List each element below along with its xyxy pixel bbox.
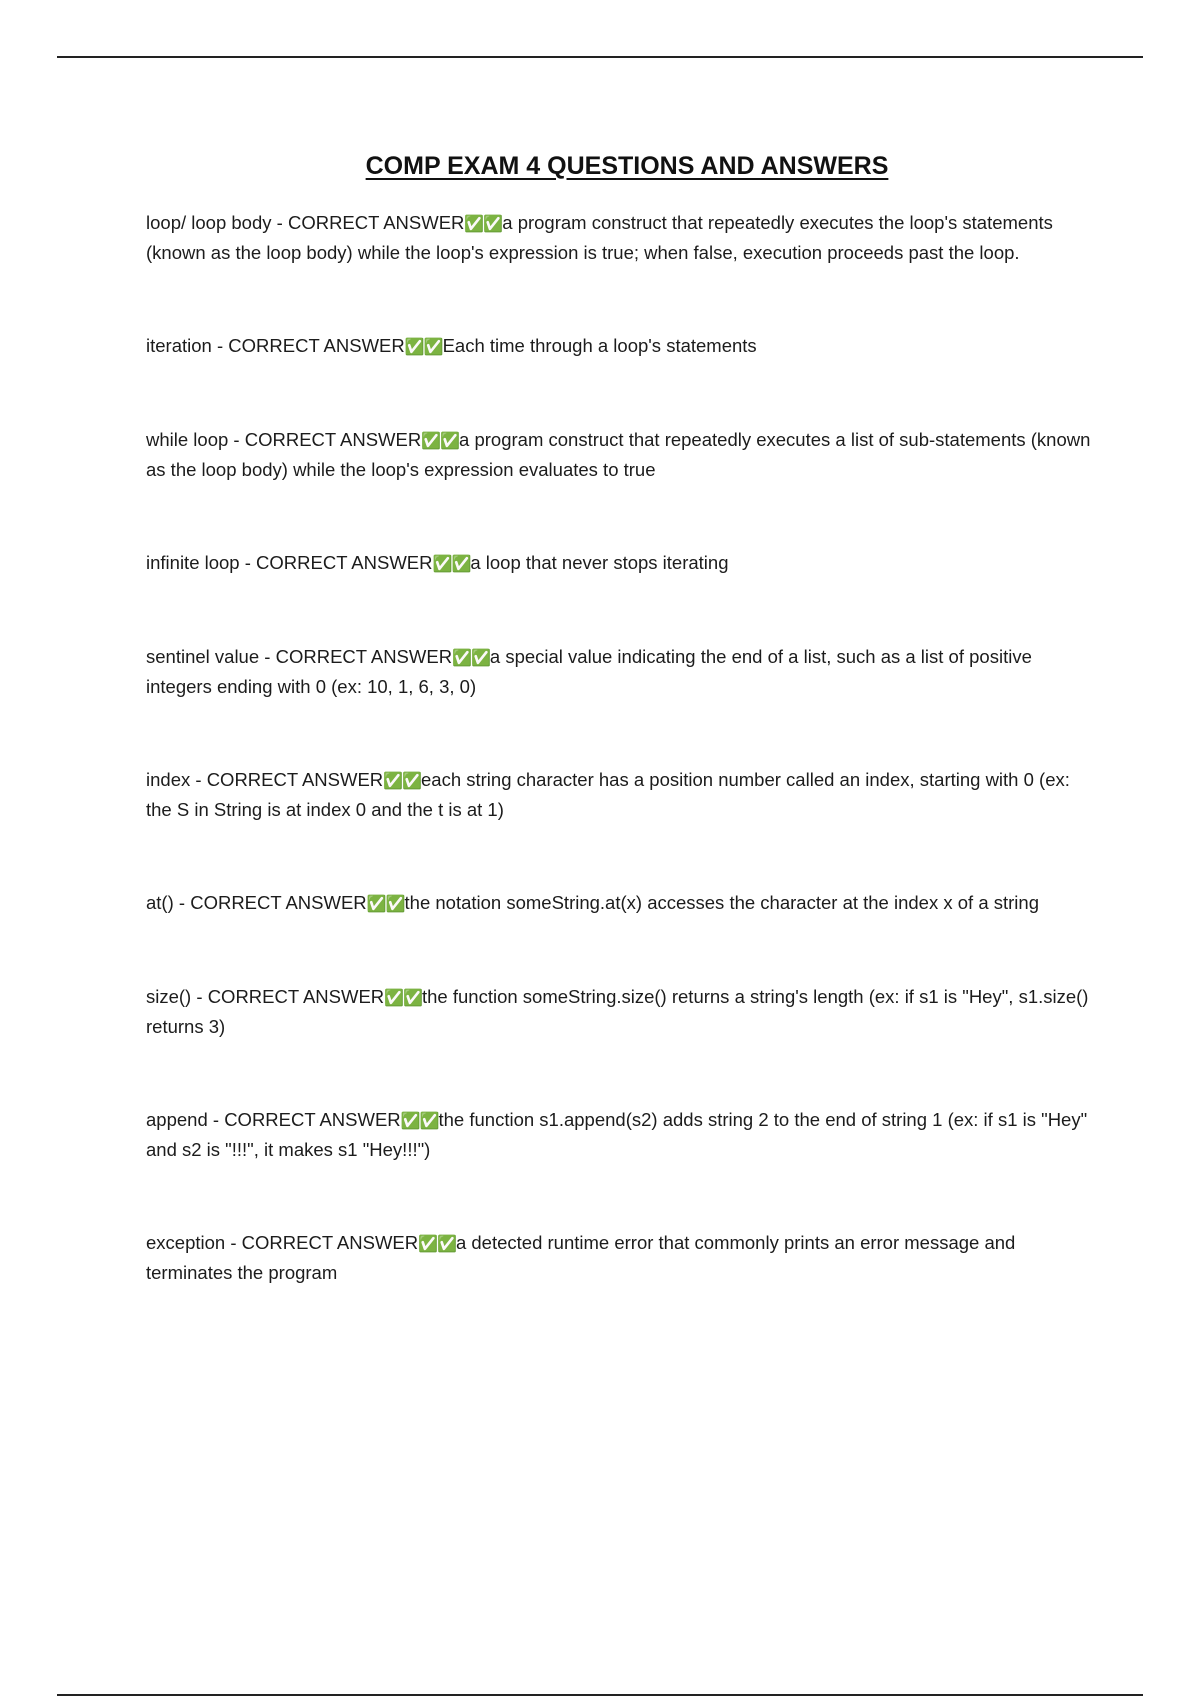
entry-definition: a program construct that repeatedly executes a list of sub-statements (known as the loop body) while the loop's expression evaluates to true	[146, 429, 1091, 480]
answer-marker: CORRECT ANSWER	[241, 1232, 419, 1253]
entry-term: at()	[146, 892, 174, 913]
qa-entry	[146, 1105, 1096, 1164]
entry-term: infinite loop	[146, 552, 240, 573]
page-title: COMP EXAM 4 QUESTIONS AND ANSWERS	[365, 152, 889, 180]
double-check-icon: ✅✅	[432, 554, 471, 573]
entry-term: sentinel value	[146, 646, 260, 667]
document-body	[146, 146, 1096, 1351]
qa-entry	[146, 208, 1096, 267]
qa-entry	[146, 642, 1096, 701]
entry-definition: a detected runtime error that commonly prints an error message and terminates the program	[146, 1232, 1016, 1283]
entry-term: index	[146, 769, 191, 790]
double-check-icon: ✅✅	[421, 431, 460, 450]
answer-marker: CORRECT ANSWER	[224, 1109, 401, 1130]
entry-separator: -	[239, 552, 257, 573]
entry-definition: the notation someString.at(x) accesses the character at the index x of a string	[404, 892, 1039, 913]
qa-entry	[146, 331, 1096, 361]
answer-marker: CORRECT ANSWER	[228, 335, 405, 356]
entry-term: append	[146, 1109, 208, 1130]
entry-term: iteration	[146, 335, 212, 356]
entry-definition: a special value indicating the end of a list, such as a list of positive integers ending with 0 (ex: 10, 1, 6, 3, 0)	[146, 646, 1032, 697]
entry-separator: -	[191, 986, 208, 1007]
double-check-icon: ✅✅	[452, 648, 490, 667]
double-check-icon: ✅✅	[400, 1111, 439, 1130]
entry-term: exception	[146, 1232, 226, 1253]
entry-separator: -	[228, 429, 245, 450]
entry-definition: a loop that never stops iterating	[470, 552, 729, 573]
entry-separator: -	[225, 1232, 242, 1253]
entry-separator: -	[207, 1109, 225, 1130]
entry-definition: the function someString.size() returns a string's length (ex: if s1 is "Hey", s1.size() returns 3)	[146, 986, 1089, 1037]
answer-marker: CORRECT ANSWER	[275, 646, 453, 667]
entry-definition: a program construct that repeatedly executes the loop's statements (known as the loop body) while the loop's expression is true; when false, execution proceeds past the loop.	[146, 212, 1053, 263]
entry-term: size()	[146, 986, 192, 1007]
entry-separator: -	[173, 892, 191, 913]
double-check-icon: ✅✅	[418, 1234, 456, 1253]
answer-marker: CORRECT ANSWER	[206, 769, 384, 790]
qa-entry	[146, 765, 1096, 824]
entry-definition: each string character has a position number called an index, starting with 0 (ex: the S in String is at index 0 and the t is at 1)	[146, 769, 1070, 820]
qa-entry	[146, 982, 1096, 1041]
double-check-icon: ✅✅	[384, 988, 422, 1007]
double-check-icon: ✅✅	[404, 337, 443, 356]
double-check-icon: ✅✅	[464, 214, 503, 233]
entry-separator: -	[259, 646, 276, 667]
entry-term: while loop	[146, 429, 229, 450]
entry-separator: -	[190, 769, 207, 790]
answer-marker: CORRECT ANSWER	[207, 986, 385, 1007]
qa-entry	[146, 888, 1096, 918]
answer-marker: CORRECT ANSWER	[256, 552, 433, 573]
qa-entry	[146, 548, 1096, 578]
top-rule	[57, 56, 1143, 58]
answer-marker: CORRECT ANSWER	[287, 212, 465, 233]
entry-separator: -	[211, 335, 229, 356]
entry-definition: the function s1.append(s2) adds string 2 to the end of string 1 (ex: if s1 is "Hey" and s2 is "!!!", it makes s1 "Hey!!!")	[146, 1109, 1088, 1160]
qa-entry	[146, 1228, 1096, 1287]
entry-term: loop/ loop body	[146, 212, 272, 233]
entry-separator: -	[271, 212, 288, 233]
double-check-icon: ✅✅	[366, 894, 405, 913]
answer-marker: CORRECT ANSWER	[190, 892, 367, 913]
qa-entry	[146, 425, 1096, 484]
answer-marker: CORRECT ANSWER	[244, 429, 422, 450]
double-check-icon: ✅✅	[383, 771, 421, 790]
bottom-rule	[57, 1694, 1143, 1696]
entry-definition: Each time through a loop's statements	[442, 335, 757, 356]
